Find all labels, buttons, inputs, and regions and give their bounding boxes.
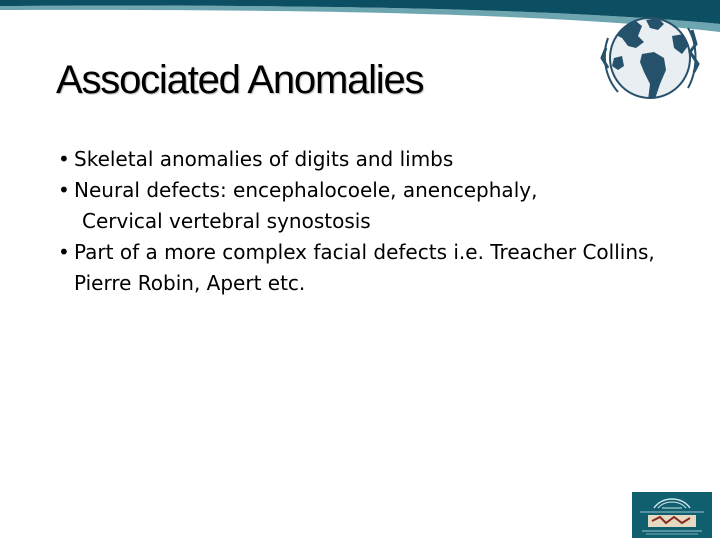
bullet-text: Skeletal anomalies of digits and limbs: [74, 147, 454, 171]
society-logo-icon: [632, 492, 712, 538]
bullet-list: [58, 144, 698, 299]
globe-icon: [592, 8, 704, 112]
bullet-text: Part of a more complex facial defects i.e. Treacher Collins, Pierre Robin, Apert etc.: [74, 240, 655, 295]
bullet-text: Neural defects: encephalocoele, anencephaly,: [74, 178, 538, 202]
bullet-item: [58, 144, 698, 175]
bullet-continuation: Cervical vertebral synostosis: [82, 209, 371, 233]
slide-title: Associated Anomalies: [56, 58, 424, 102]
bullet-item: [58, 175, 698, 237]
bullet-item: [58, 237, 698, 299]
